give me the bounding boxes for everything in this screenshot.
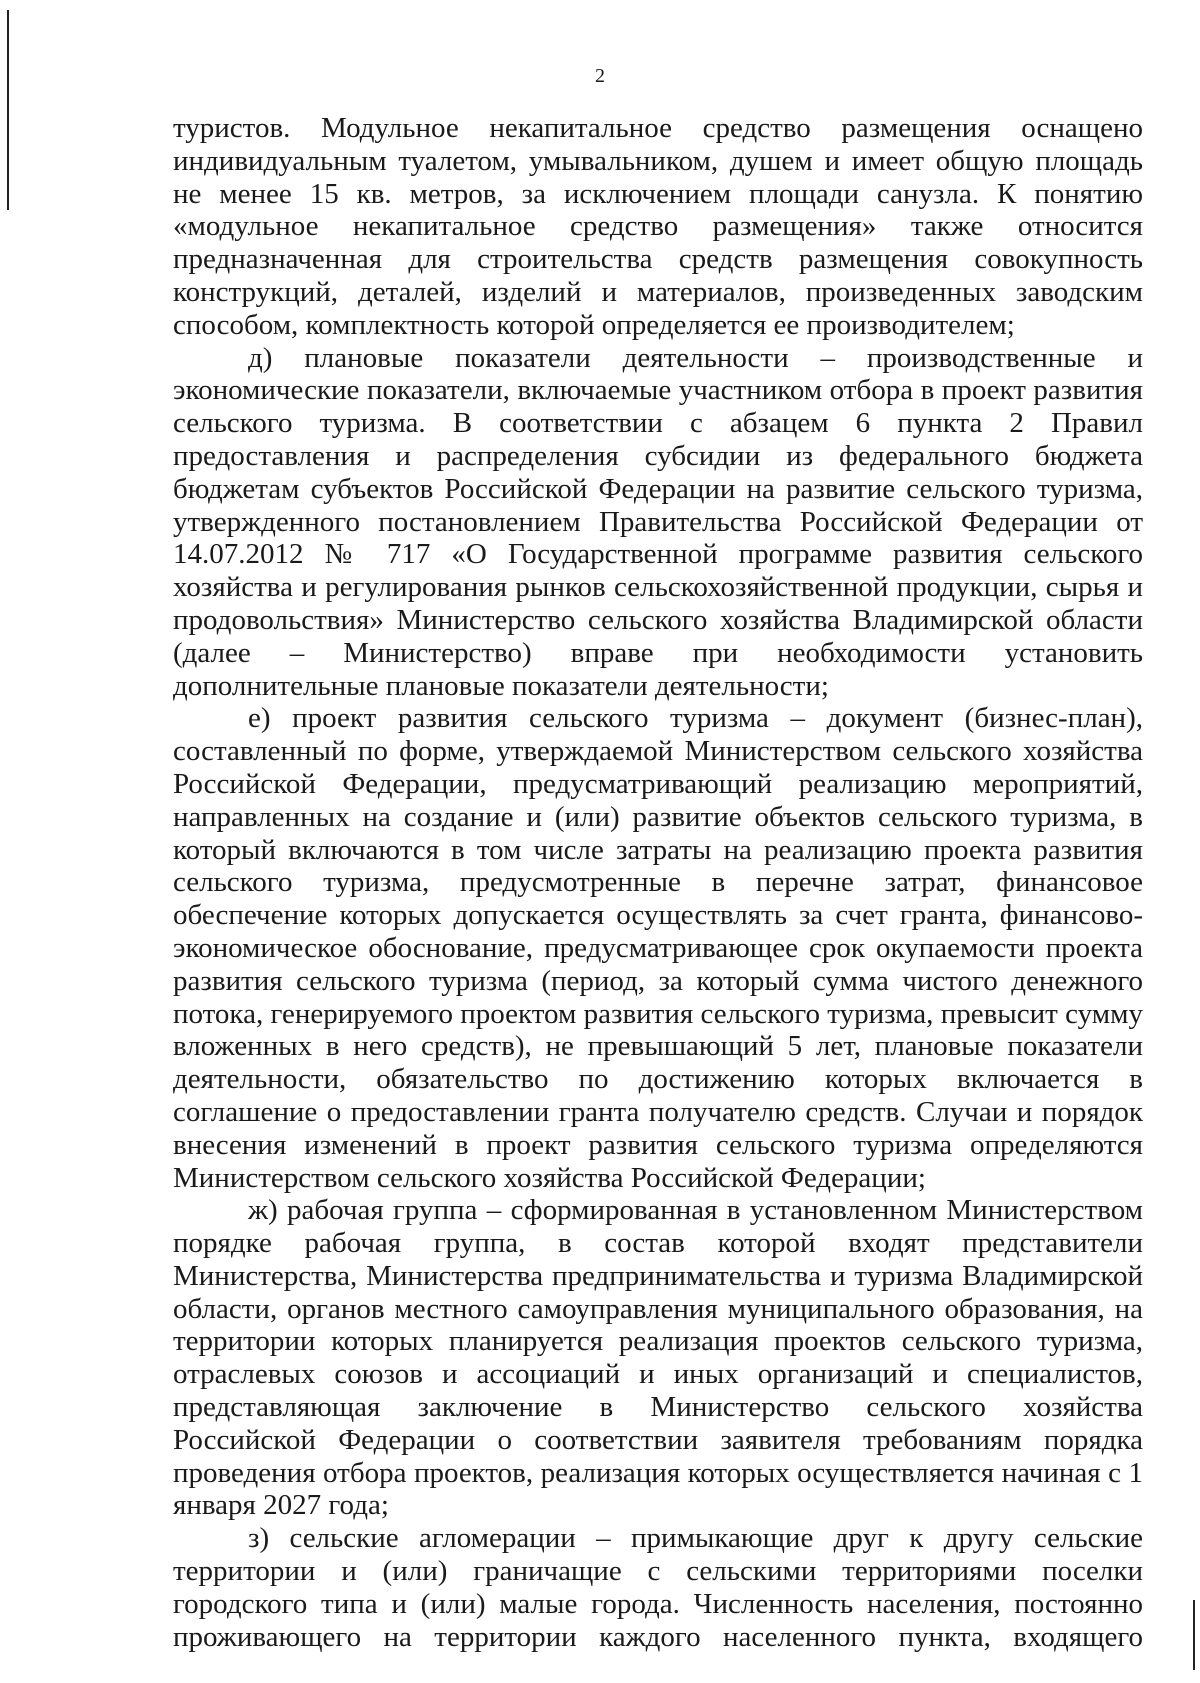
scan-edge-mark-left	[7, 10, 9, 210]
paragraph-item-d: д) плановые показатели деятельности – производственные и экономические показатели, включаемые участником отбора в проект развития сельского туризма. В соответствии с абзацем 6 пункта 2 Правил предоставления и распределения субсидии из федерального бюджета бюджетам субъектов Российской Федерации на развитие сельского туризма, утвержденного постановлением Правительства Российской Федерации от 14.07.2012 № 717 «О Государственной программе развития сельского хозяйства и регулирования рынков сельскохозяйственной продукции, сырья и продовольствия» Министерство сельского хозяйства Владимирской области (далее – Министерство) вправе при необходимости установить дополнительные плановые показатели деятельности;	[173, 341, 1143, 702]
scan-edge-mark-right	[1193, 1600, 1195, 1670]
paragraph-item-zh: ж) рабочая группа – сформированная в установленном Министерством порядке рабочая группа, в состав которой входят представители Министерства, Министерства предпринимательства и туризма Владимирской области, органов местного самоуправления муниципального образования, на территории которых планируется реализация проектов сельского туризма, отраслевых союзов и ассоциаций и иных организаций и специалистов, представляющая заключение в Министерство сельского хозяйства Российской Федерации о соответствии заявителя требованиям порядка проведения отбора проектов, реализация которых осуществляется начиная с 1 января 2027 года;	[173, 1194, 1143, 1522]
paragraph-item-z: з) сельские агломерации – примыкающие друг к другу сельские территории и (или) граничащие с сельскими территориями поселки городского типа и (или) малые города. Численность населения, постоянно проживающего на территории каждого населенного пункта, входящего	[173, 1522, 1143, 1653]
paragraph-continuation: туристов. Модульное некапитальное средство размещения оснащено индивидуальным туалетом, умывальником, душем и имеет общую площадь не менее 15 кв. метров, за исключением площади санузла. К понятию «модульное некапитальное средство размещения» также относится предназначенная для строительства средств размещения совокупность конструкций, деталей, изделий и материалов, произведенных заводским способом, комплектность которой определяется ее производителем;	[173, 112, 1143, 341]
paragraph-item-e: е) проект развития сельского туризма – документ (бизнес-план), составленный по форме, утверждаемой Министерством сельского хозяйства Российской Федерации, предусматривающий реализацию мероприятий, направленных на создание и (или) развитие объектов сельского туризма, в который включаются в том числе затраты на реализацию проекта развития сельского туризма, предусмотренные в перечне затрат, финансовое обеспечение которых допускается осуществлять за счет гранта, финансово-экономическое обоснование, предусматривающее срок окупаемости проекта развития сельского туризма (период, за который сумма чистого денежного потока, генерируемого проектом развития сельского туризма, превысит сумму вложенных в него средств), не превышающий 5 лет, плановые показатели деятельности, обязательство по достижению которых включается в соглашение о предоставлении гранта получателю средств. Случаи и порядок внесения изменений в проект развития сельского туризма определяются Министерством сельского хозяйства Российской Федерации;	[173, 702, 1143, 1194]
document-body	[173, 112, 1143, 1653]
page-number: 2	[595, 65, 605, 87]
